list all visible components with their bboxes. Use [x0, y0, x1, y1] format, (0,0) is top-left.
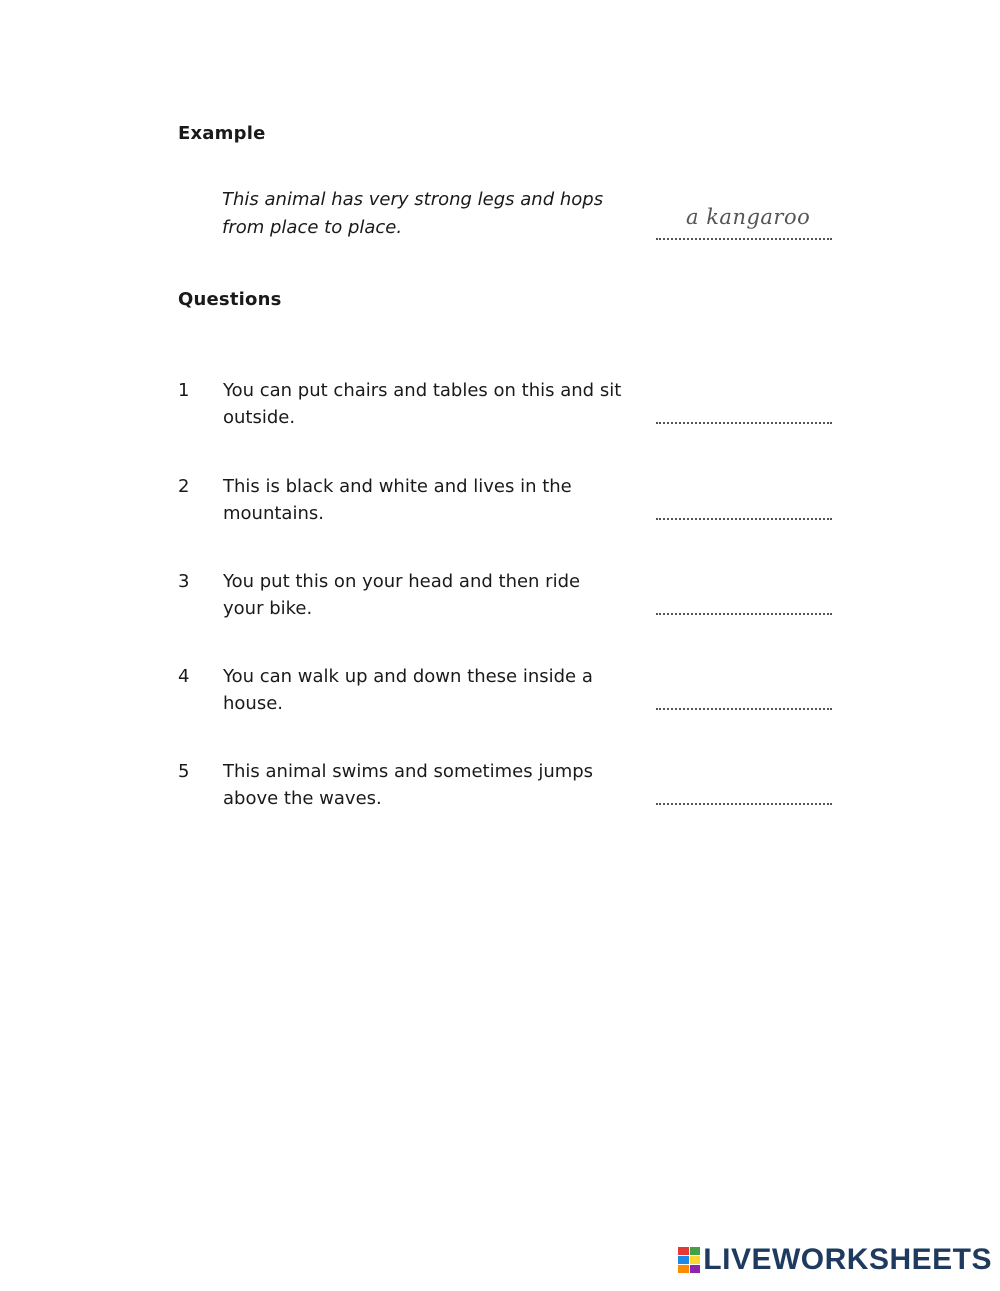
question-text: This animal swims and sometimes jumps above the waves.	[223, 761, 594, 809]
example-answer: a kangaroo	[686, 205, 811, 229]
example-clue-text: This animal has very strong legs and hops from place to place.	[222, 189, 604, 238]
answer-field-2[interactable]	[656, 516, 832, 520]
liveworksheets-logo	[678, 1243, 992, 1277]
question-number: 1	[178, 380, 190, 401]
answer-field-4[interactable]	[656, 706, 832, 710]
logo-text: LIVEWORKSHEETS	[703, 1243, 992, 1276]
logo-block	[690, 1256, 701, 1264]
example-heading: Example	[178, 123, 266, 144]
question-row-1	[178, 377, 838, 437]
example-answer-line	[656, 236, 832, 240]
questions-heading: Questions	[178, 289, 282, 310]
logo-block	[678, 1247, 689, 1255]
logo-block	[690, 1247, 701, 1255]
question-text: You put this on your head and then ride your bike.	[223, 571, 581, 619]
logo-block	[678, 1256, 689, 1264]
answer-field-1[interactable]	[656, 420, 832, 424]
logo-block	[690, 1265, 701, 1273]
question-number: 2	[178, 476, 190, 497]
logo-block	[678, 1265, 689, 1273]
question-row-4	[178, 663, 838, 723]
question-row-5	[178, 758, 838, 818]
question-text: You can walk up and down these inside a house.	[223, 666, 593, 714]
answer-field-3[interactable]	[656, 611, 832, 615]
question-text: This is black and white and lives in the mountains.	[223, 476, 572, 524]
question-number: 5	[178, 761, 190, 782]
logo-blocks-icon	[678, 1247, 700, 1273]
answer-field-5[interactable]	[656, 801, 832, 805]
question-number: 3	[178, 571, 190, 592]
question-text: You can put chairs and tables on this and sit outside.	[223, 380, 622, 428]
question-row-2	[178, 473, 838, 533]
question-number: 4	[178, 666, 190, 687]
question-row-3	[178, 568, 838, 628]
